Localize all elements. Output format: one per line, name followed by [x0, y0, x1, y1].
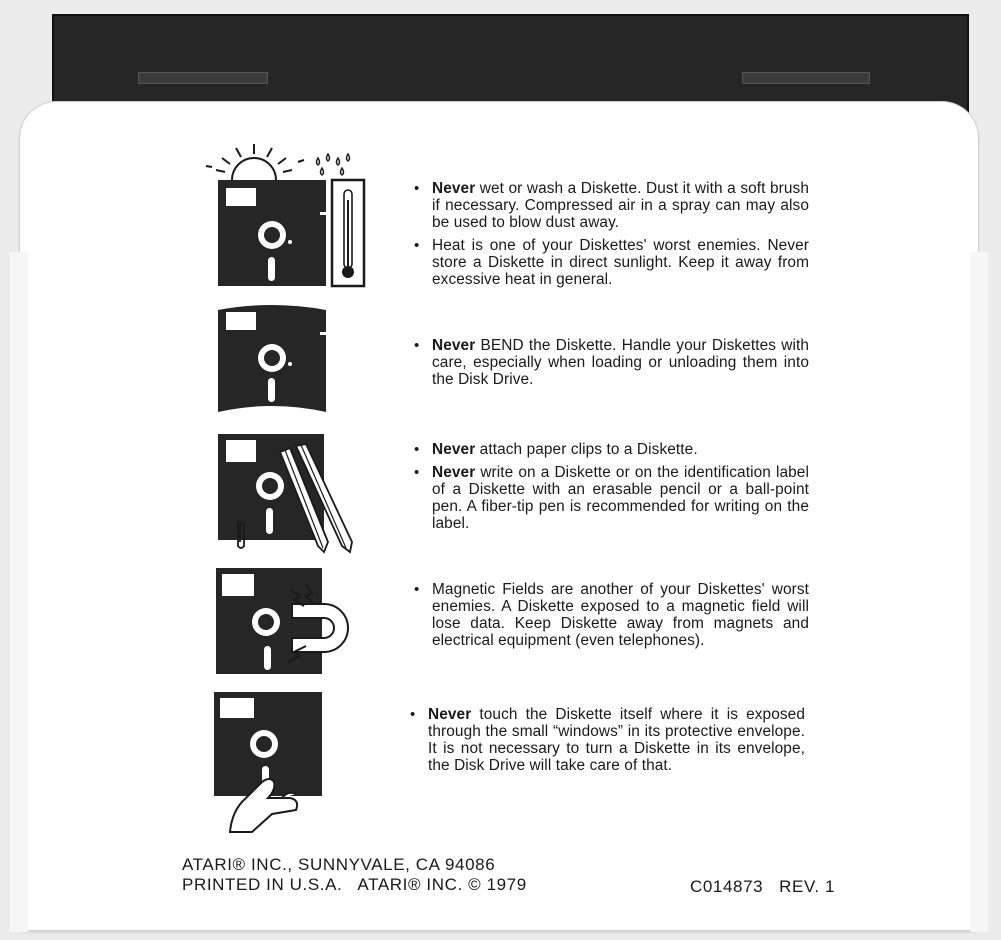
bullet-item [414, 180, 809, 231]
raindrops-icon [317, 154, 350, 175]
bullet-glyph: • [414, 464, 420, 481]
illustration-bend [192, 302, 370, 418]
bullet-text: Heat is one of your Diskettes' worst enemies. Never store a Diskette in direct sunlight. Keep it away from excessive heat in general. [432, 237, 809, 288]
section-magnet [414, 581, 809, 655]
footer-printed: PRINTED IN U.S.A. ATARI® INC. © 1979 [182, 875, 527, 894]
bullet-lead: Never [432, 464, 476, 481]
bullet-text: attach paper clips to a Diskette. [475, 441, 698, 458]
bullet-lead: Never [432, 337, 476, 354]
illustration-heat-water [192, 140, 370, 290]
bullet-item [410, 706, 805, 774]
section-clip-pencil [414, 441, 809, 538]
bullet-item [414, 441, 809, 458]
bullet-glyph: • [414, 581, 420, 598]
bullet-item [414, 464, 809, 532]
jacket-slot-left [138, 72, 268, 84]
diskette-icon [218, 180, 326, 286]
thermometer-icon [332, 180, 364, 286]
jacket-slot-right [742, 72, 870, 84]
bullet-item [414, 337, 809, 388]
bullet-text: touch the Diskette itself where it is exposed through the small “windows” in its protective envelope. It is not necessary to turn a Diskette in its envelope, the Disk Drive will take care of that. [428, 706, 805, 774]
diskette-icon [216, 568, 322, 674]
bullet-item [414, 581, 809, 649]
section-heat-water [414, 180, 809, 294]
bullet-text: write on a Diskette or on the identification label of a Diskette with an erasable pencil or a ball-point pen. A fiber-tip pen is recommended for writing on the label. [432, 464, 809, 532]
bullet-item [414, 237, 809, 288]
illustration-clip-pencil [192, 432, 370, 554]
bullet-glyph: • [410, 706, 416, 723]
bullet-text: Magnetic Fields are another of your Diskettes' worst enemies. A Diskette exposed to a magnetic field will lose data. Keep Diskette away from magnets and electrical equipment (even telephones). [432, 581, 809, 649]
bullet-text: wet or wash a Diskette. Dust it with a soft brush if necessary. Compressed air in a spray can may also be used to blow dust away. [432, 180, 809, 231]
sun-icon [206, 144, 304, 180]
section-touch [410, 706, 805, 780]
bullet-lead: Never [432, 441, 476, 458]
sleeve-flap-right [970, 252, 988, 932]
bent-diskette-icon [218, 305, 326, 412]
bullet-glyph: • [414, 337, 420, 354]
illustration-magnet [192, 566, 370, 678]
section-bend [414, 337, 809, 394]
footer-address: ATARI® INC., SUNNYVALE, CA 94086 [182, 855, 496, 874]
bullet-lead: Never [432, 180, 476, 197]
sleeve-flap-left [10, 252, 28, 932]
bullet-text: BEND the Diskette. Handle your Diskettes with care, especially when loading or unloading them into the Disk Drive. [432, 337, 809, 388]
bullet-glyph: • [414, 237, 420, 254]
bullet-glyph: • [414, 180, 420, 197]
bullet-lead: Never [428, 706, 472, 723]
bullet-glyph: • [414, 441, 420, 458]
footer-part-number: C014873 REV. 1 [690, 877, 836, 896]
illustration-hand [192, 690, 370, 836]
